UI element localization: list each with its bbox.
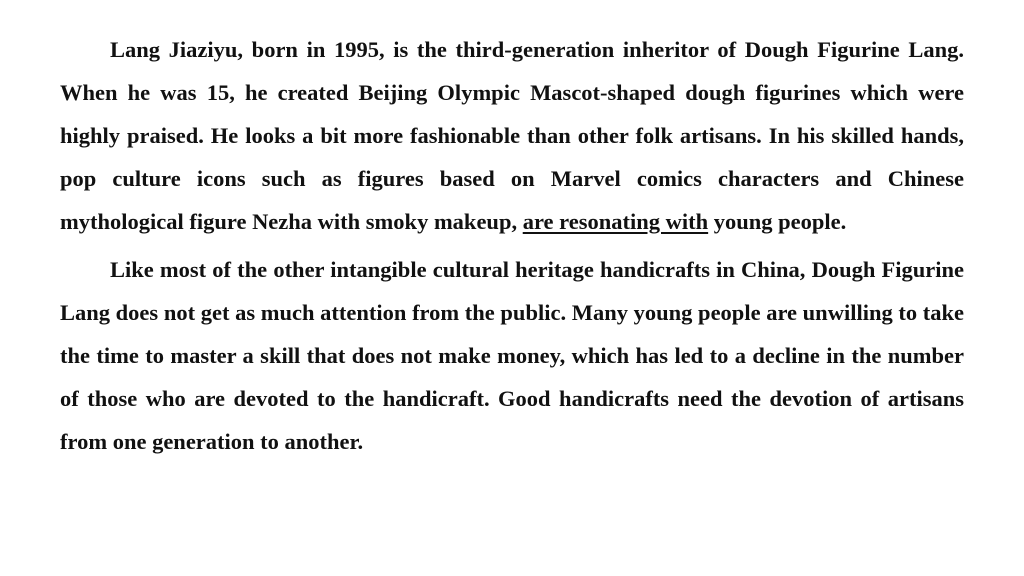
paragraph-1 [60,28,964,243]
paragraph-1-text-before: Lang Jiaziyu, born in 1995, is the third-generation inheritor of Dough Figurine Lang. When he was 15, he created Beijing Olympic Mascot-shaped dough figurines which were highly praised. He looks a bit more fashionable than other folk artisans. In his skilled hands, pop culture icons such as figures based on Marvel comics characters and Chinese mythological figure Nezha with smoky makeup, [60,37,964,234]
paragraph-2-text: Like most of the other intangible cultural heritage handicrafts in China, Dough Figurine Lang does not get as much attention from the public. Many young people are unwilling to take the time to master a skill that does not make money, which has led to a decline in the number of those who are devoted to the handicraft. Good handicrafts need the devotion of artisans from one generation to another. [60,257,964,454]
underlined-phrase: are resonating with [522,209,709,234]
paragraph-1-text-after: young people. [708,209,847,234]
paragraph-2 [60,248,964,463]
